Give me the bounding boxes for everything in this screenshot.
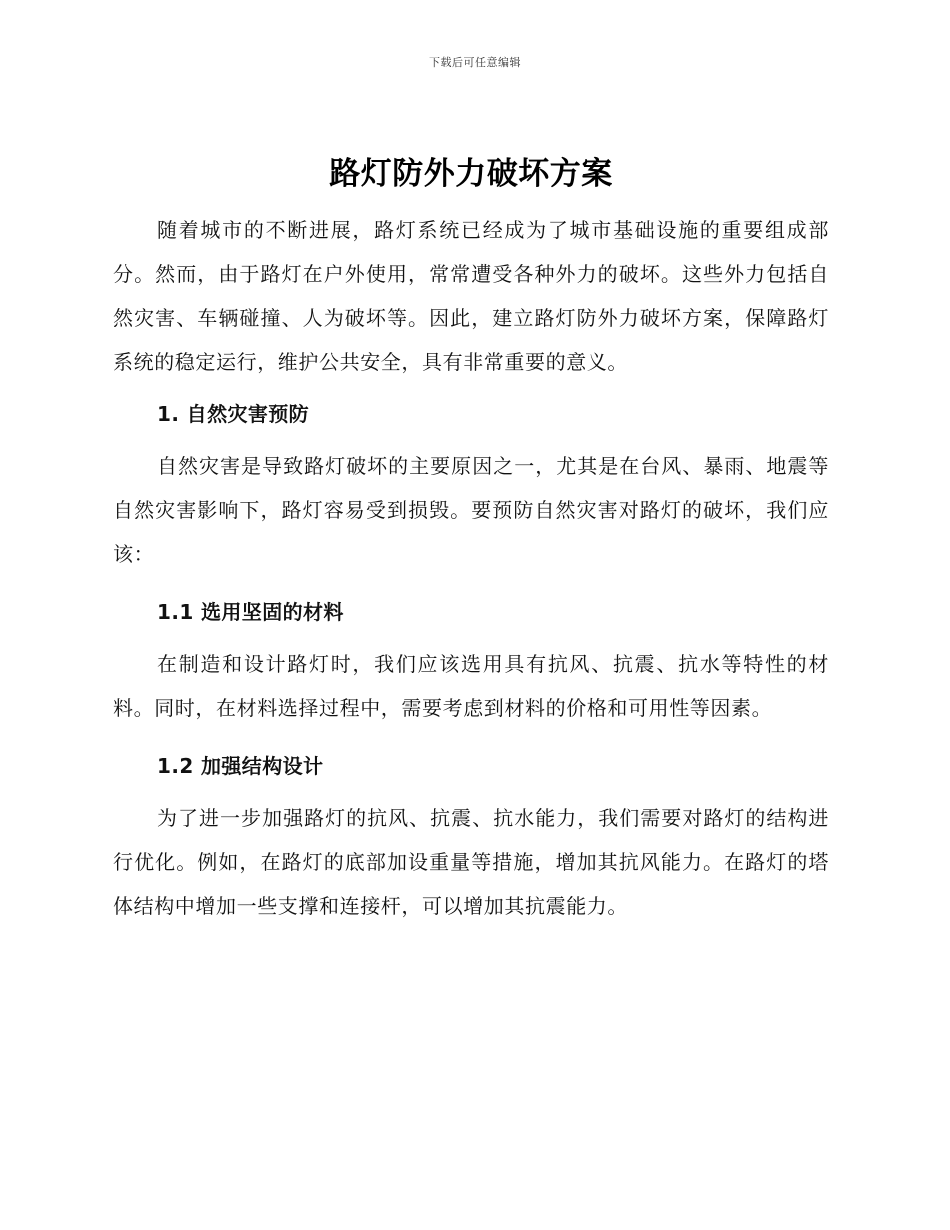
- header-note: 下载后可任意编辑: [429, 56, 521, 69]
- intro-paragraph: 随着城市的不断进展，路灯系统已经成为了城市基础设施的重要组成部分。然而，由于路灯在户外使用，常常遭受各种外力的破坏。这些外力包括自然灾害、车辆碰撞、人为破坏等。因此，建立路灯防外力破坏方案，保障路灯系统的稳定运行，维护公共安全，具有非常重要的意义。: [113, 218, 829, 374]
- document-title: 路灯防外力破坏方案: [329, 156, 613, 192]
- section-paragraph-materials: 在制造和设计路灯时，我们应该选用具有抗风、抗震、抗水等特性的材料。同时，在材料选择过程中，需要考虑到材料的价格和可用性等因素。: [113, 652, 829, 720]
- document-body: [113, 146, 829, 928]
- section-paragraph-structure: 为了进一步加强路灯的抗风、抗震、抗水能力，我们需要对路灯的结构进行优化。例如，在路灯的底部加设重量等措施，增加其抗风能力。在路灯的塔体结构中增加一些支撑和连接杆，可以增加其抗震能力。: [113, 806, 829, 918]
- section-heading-materials: 1.1 选用坚固的材料: [157, 600, 344, 624]
- section-heading-structure: 1.2 加强结构设计: [157, 754, 324, 778]
- section-heading-natural-disaster: 1. 自然灾害预防: [157, 402, 310, 426]
- section-paragraph-natural-disaster: 自然灾害是导致路灯破坏的主要原因之一，尤其是在台风、暴雨、地震等自然灾害影响下，路灯容易受到损毁。要预防自然灾害对路灯的破坏，我们应该：: [113, 454, 829, 566]
